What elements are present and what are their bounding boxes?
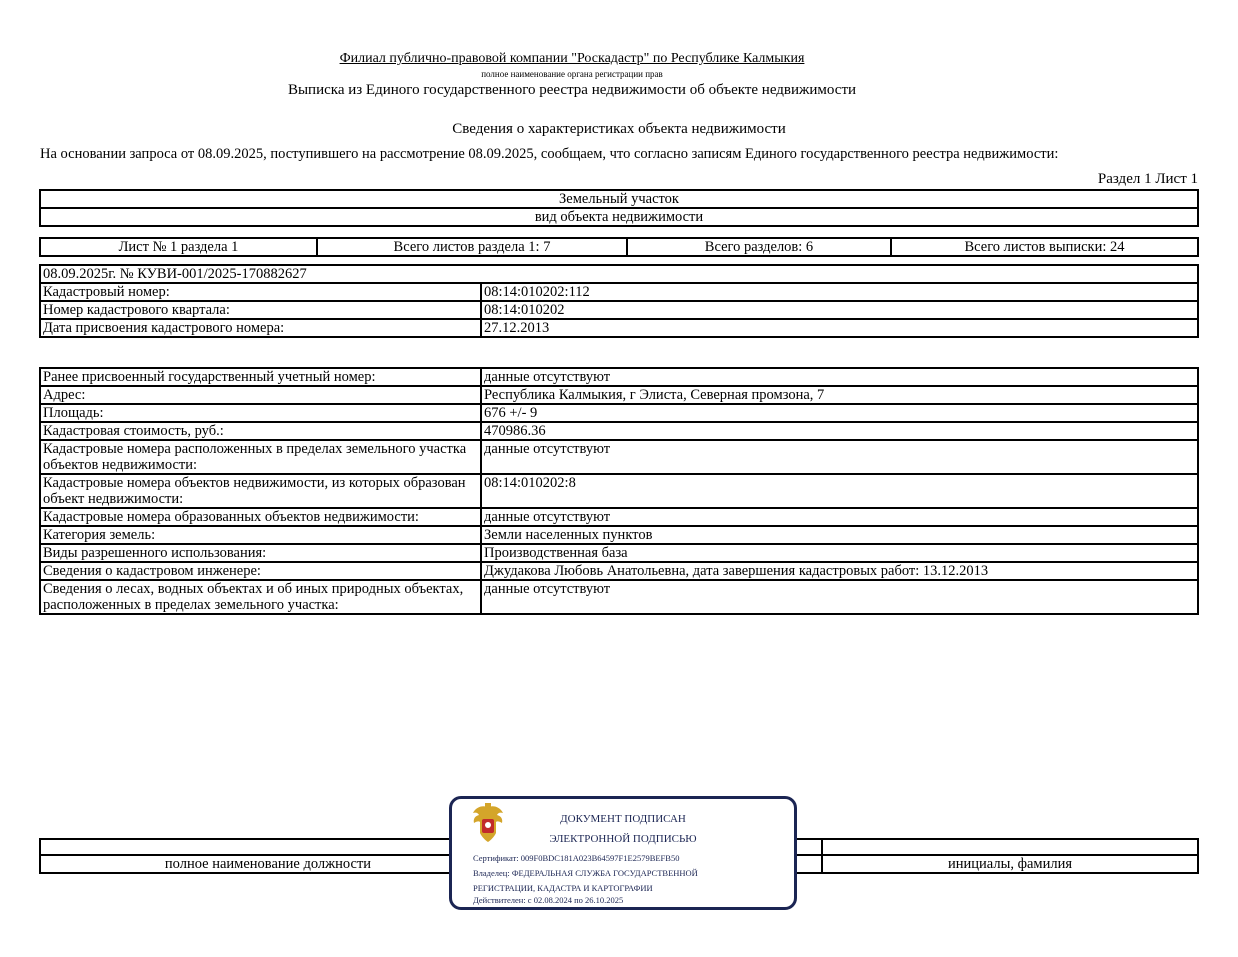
name-caption: инициалы, фамилия [822, 855, 1198, 873]
object-type-table [39, 189, 1199, 227]
row-value: Республика Калмыкия, г Элиста, Северная промзона, 7 [481, 386, 1198, 404]
table-row [40, 404, 1198, 422]
row-value: 27.12.2013 [481, 319, 1198, 337]
row-label: Кадастровые номера расположенных в пределах земельного участка объектов недвижимости: [40, 440, 481, 474]
table-row [40, 580, 1198, 614]
stamp-certificate: Сертификат: 009F0BDC181A023B64597F1E2579BEFB50 [473, 853, 680, 863]
total-sheets-extract: Всего листов выписки: 24 [891, 238, 1198, 256]
row-value: данные отсутствуют [481, 440, 1198, 474]
row-value: Производственная база [481, 544, 1198, 562]
position-caption: полное наименование должности [40, 855, 496, 873]
table-row [40, 319, 1198, 337]
record-date-number: 08.09.2025г. № КУВИ-001/2025-170882627 [40, 265, 1198, 283]
table-row [40, 283, 1198, 301]
row-value: 470986.36 [481, 422, 1198, 440]
table-row [40, 544, 1198, 562]
basis-text: На основании запроса от 08.09.2025, поступившего на рассмотрение 08.09.2025, сообщаем, что согласно записям Единого государственного реестра недвижимости: [40, 146, 1059, 162]
table-row [40, 301, 1198, 319]
row-label: Виды разрешенного использования: [40, 544, 481, 562]
document-subtitle: Сведения о характеристиках объекта недвижимости [452, 121, 786, 137]
row-label: Дата присвоения кадастрового номера: [40, 319, 481, 337]
row-value: данные отсутствуют [481, 368, 1198, 386]
stamp-owner-line2: РЕГИСТРАЦИИ, КАДАСТРА И КАРТОГРАФИИ [473, 883, 653, 893]
object-type-caption: вид объекта недвижимости [40, 208, 1198, 226]
details-table [39, 367, 1199, 615]
row-value: данные отсутствуют [481, 580, 1198, 614]
row-value: Земли населенных пунктов [481, 526, 1198, 544]
row-label: Кадастровые номера объектов недвижимости, из которых образован объект недвижимости: [40, 474, 481, 508]
section-label: Раздел 1 Лист 1 [1097, 171, 1198, 187]
total-sheets-section: Всего листов раздела 1: 7 [317, 238, 627, 256]
row-value: 08:14:010202:112 [481, 283, 1198, 301]
row-label: Адрес: [40, 386, 481, 404]
organization-caption: полное наименование органа регистрации прав [481, 69, 663, 79]
row-label: Сведения о кадастровом инженере: [40, 562, 481, 580]
row-value: Джудакова Любовь Анатольевна, дата завершения кадастровых работ: 13.12.2013 [481, 562, 1198, 580]
row-value: 08:14:010202 [481, 301, 1198, 319]
row-label: Кадастровые номера образованных объектов недвижимости: [40, 508, 481, 526]
table-row [40, 368, 1198, 386]
stamp-owner-line1: Владелец: ФЕДЕРАЛЬНАЯ СЛУЖБА ГОСУДАРСТВЕННОЙ [473, 868, 698, 878]
row-label: Номер кадастрового квартала: [40, 301, 481, 319]
row-label: Сведения о лесах, водных объектах и об иных природных объектах, расположенных в пределах земельного участка: [40, 580, 481, 614]
document-title: Выписка из Единого государственного реестра недвижимости об объекте недвижимости [287, 82, 857, 98]
organization-name: Филиал публично-правовой компании "Роскадастр" по Республике Калмыкия [339, 51, 805, 66]
stamp-validity: Действителен: с 02.08.2024 по 26.10.2025 [473, 895, 624, 905]
row-value: данные отсутствуют [481, 508, 1198, 526]
table-row [40, 474, 1198, 508]
electronic-signature-stamp [449, 796, 797, 910]
object-type: Земельный участок [40, 190, 1198, 208]
position-field [40, 839, 496, 855]
table-row [40, 508, 1198, 526]
stamp-line2: ЭЛЕКТРОННОЙ ПОДПИСЬЮ [549, 833, 697, 845]
row-value: 676 +/- 9 [481, 404, 1198, 422]
sheet-number: Лист № 1 раздела 1 [40, 238, 317, 256]
row-value: 08:14:010202:8 [481, 474, 1198, 508]
row-label: Площадь: [40, 404, 481, 422]
table-row [40, 562, 1198, 580]
total-sections: Всего разделов: 6 [627, 238, 891, 256]
row-label: Кадастровый номер: [40, 283, 481, 301]
table-row [40, 440, 1198, 474]
sheet-info-table [39, 237, 1199, 257]
name-field [822, 839, 1198, 855]
table-row [40, 526, 1198, 544]
row-label: Кадастровая стоимость, руб.: [40, 422, 481, 440]
table-row [40, 422, 1198, 440]
stamp-line1: ДОКУМЕНТ ПОДПИСАН [560, 813, 686, 825]
table-row [40, 386, 1198, 404]
row-label: Категория земель: [40, 526, 481, 544]
record-table [39, 264, 1199, 338]
row-label: Ранее присвоенный государственный учетный номер: [40, 368, 481, 386]
